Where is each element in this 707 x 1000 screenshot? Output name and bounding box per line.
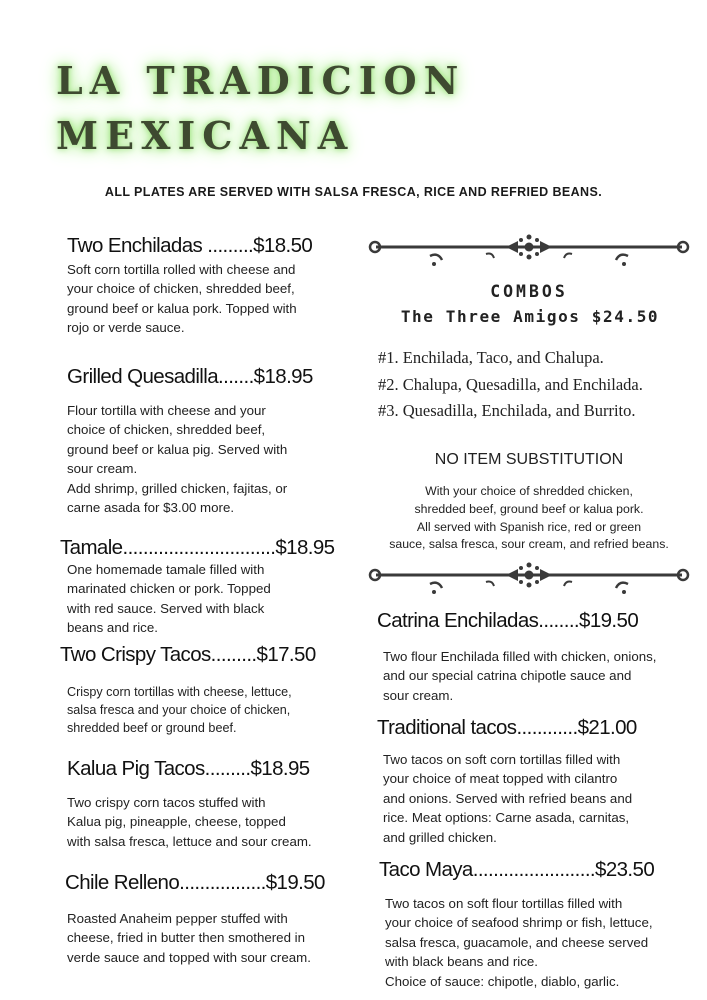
- menu-item-desc-line: your choice of chicken, shredded beef,: [67, 281, 295, 297]
- menu-item-kalua-pig-tacos: [67, 757, 357, 851]
- menu-item-desc-line: carne asada for $3.00 more.: [67, 500, 235, 516]
- menu-item-desc-line: and our special catrina chipotle sauce and: [383, 668, 632, 684]
- menu-item-desc-line: Soft corn tortilla rolled with cheese and: [67, 262, 296, 277]
- menu-item-title: Traditional tacos............$21.00: [377, 716, 637, 739]
- menu-item-desc-line: marinated chicken or pork. Topped: [67, 581, 271, 597]
- menu-item-desc-line: sour cream.: [67, 461, 138, 477]
- restaurant-title-line2: MEXICANA: [56, 113, 355, 158]
- combos-title: COMBOS: [490, 282, 568, 301]
- menu-item-title: Tamale..............................$18.95: [60, 536, 335, 559]
- menu-item-grilled-quesadilla: [67, 365, 357, 517]
- combo-options-list: [378, 345, 643, 425]
- combos-subtitle: The Three Amigos $24.50: [400, 307, 660, 326]
- menu-item-desc-line: verde sauce and topped with sour cream.: [67, 949, 311, 965]
- menu-item-title: Two Crispy Tacos.........$17.50: [60, 643, 316, 666]
- combo-note-line: shredded beef, ground beef or kalua pork.: [414, 501, 644, 516]
- menu-item-desc-line: your choice of seafood shrimp or fish, lettuce,: [385, 915, 653, 931]
- menu-item-desc-line: Two tacos on soft corn tortillas filled with: [383, 752, 621, 767]
- restaurant-title-line1: LA TRADICION: [56, 58, 466, 103]
- ornament-divider-bottom: [368, 558, 690, 598]
- menu-item-traditional-tacos: [377, 716, 697, 847]
- menu-item-desc-line: beans and rice.: [67, 620, 158, 636]
- plates-served-note: ALL PLATES ARE SERVED WITH SALSA FRESCA, RICE AND REFRIED BEANS.: [104, 185, 603, 199]
- menu-item-desc-line: Roasted Anaheim pepper stuffed with: [67, 911, 288, 926]
- combo-option: #2. Chalupa, Quesadilla, and Enchilada.: [378, 374, 643, 394]
- combo-note-line: With your choice of shredded chicken,: [425, 484, 633, 498]
- menu-item-desc-line: ground beef or kalua pig. Served with: [67, 441, 288, 457]
- menu-item-desc-line: Two tacos on soft flour tortillas filled with: [385, 896, 623, 911]
- menu-item-desc-line: One homemade tamale filled with: [67, 562, 265, 577]
- menu-item-catrina-enchiladas: [377, 609, 697, 705]
- combo-option: #1. Enchilada, Taco, and Chalupa.: [378, 348, 604, 367]
- menu-item-chile-relleno: [65, 871, 355, 967]
- menu-item-desc-line: Crispy corn tortillas with cheese, lettuce,: [67, 685, 292, 699]
- menu-item-title: Taco Maya........................$23.50: [379, 858, 655, 881]
- menu-item-desc-line: your choice of meat topped with cilantro: [383, 771, 618, 787]
- menu-item-desc-line: Kalua pig, pineapple, cheese, topped: [67, 814, 286, 830]
- combo-description: [368, 483, 690, 554]
- menu-item-desc-line: Flour tortilla with cheese and your: [67, 403, 266, 418]
- menu-item-desc-line: choice of chicken, shredded beef,: [67, 422, 266, 438]
- menu-item-title: Chile Relleno.................$19.50: [65, 871, 325, 894]
- menu-item-title: Kalua Pig Tacos.........$18.95: [67, 757, 310, 780]
- menu-item-two-crispy-tacos: [60, 643, 350, 737]
- menu-item-desc-line: salsa fresca, guacamole, and cheese served: [385, 934, 649, 950]
- combo-option: #3. Quesadilla, Enchilada, and Burrito.: [378, 401, 636, 420]
- menu-item-desc-line: Add shrimp, grilled chicken, fajitas, or: [67, 480, 288, 496]
- menu-item-desc-line: with red sauce. Served with black: [67, 600, 265, 616]
- menu-item-desc-line: rice. Meat options: Carne asada, carnitas,: [383, 810, 630, 826]
- combo-note-line: All served with Spanish rice, red or green: [416, 519, 642, 534]
- menu-item-desc-line: rojo or verde sauce.: [67, 320, 185, 336]
- combo-note-line: sauce, salsa fresca, sour cream, and refried beans.: [389, 537, 669, 552]
- menu-item-desc-line: Two flour Enchilada filled with chicken, onions,: [383, 649, 657, 664]
- menu-item-desc-line: ground beef or kalua pork. Topped with: [67, 300, 297, 316]
- no-substitution-note: NO ITEM SUBSTITUTION: [434, 451, 624, 468]
- menu-item-desc-line: with salsa fresca, lettuce and sour cream.: [67, 833, 312, 849]
- menu-item-desc-line: cheese, fried in butter then smothered in: [67, 930, 306, 946]
- ornament-divider-top: [368, 230, 690, 270]
- menu-item-taco-maya: [379, 858, 699, 991]
- menu-item-title: Catrina Enchiladas........$19.50: [377, 609, 639, 632]
- menu-item-desc-line: and onions. Served with refried beans and: [383, 790, 633, 806]
- menu-item-desc-line: and grilled chicken.: [383, 829, 497, 845]
- menu-item-two-enchiladas: [67, 234, 357, 338]
- menu-item-desc-line: shredded beef or ground beef.: [67, 721, 237, 735]
- menu-item-desc-line: Choice of sauce: chipotle, diablo, garlic.: [385, 973, 620, 989]
- menu-item-tamale: [60, 536, 350, 638]
- menu-item-desc-line: salsa fresca and your choice of chicken,: [67, 703, 291, 717]
- menu-item-desc-line: sour cream.: [383, 687, 454, 703]
- menu-item-title: Grilled Quesadilla.......$18.95: [67, 365, 313, 388]
- menu-item-desc-line: Two crispy corn tacos stuffed with: [67, 795, 266, 810]
- menu-item-desc-line: with black beans and rice.: [385, 954, 538, 970]
- menu-item-title: Two Enchiladas .........$18.50: [67, 234, 313, 257]
